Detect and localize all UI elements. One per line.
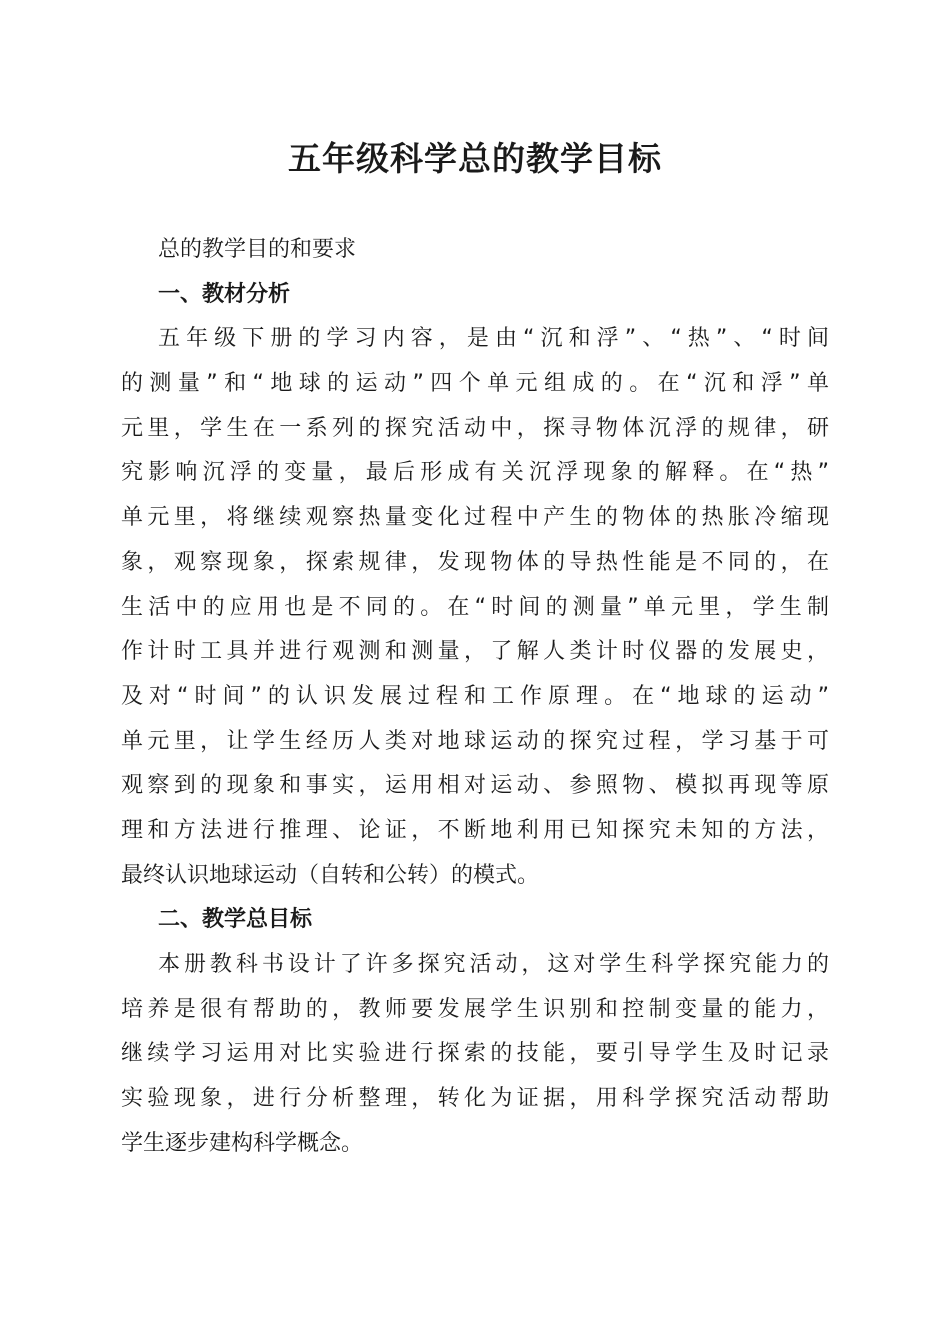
intro-line: 总的教学目的和要求 [158, 237, 357, 262]
section1-paragraph-line: 的测量”和“地球的运动”四个单元组成的。在“沉和浮”单 [121, 371, 829, 397]
section1-paragraph-line: 理和方法进行推理、论证，不断地利用已知探究未知的方法， [121, 817, 829, 843]
section1-paragraph-line: 象，观察现象，探索规律，发现物体的导热性能是不同的，在 [121, 549, 829, 575]
section1-paragraph-line: 单元里，将继续观察热量变化过程中产生的物体的热胀冷缩现 [121, 505, 829, 531]
section2-paragraph-line: 继续学习运用对比实验进行探索的技能，要引导学生及时记录 [121, 1041, 829, 1067]
section1-paragraph-line: 生活中的应用也是不同的。在“时间的测量”单元里，学生制 [121, 594, 829, 620]
section1-paragraph-line: 五年级下册的学习内容，是由“沉和浮”、“热”、“时间 [158, 326, 829, 352]
section1-heading: 一、教材分析 [158, 281, 291, 307]
section1-paragraph-line: 单元里，让学生经历人类对地球运动的探究过程，学习基于可 [121, 728, 829, 754]
section1-paragraph-line: 究影响沉浮的变量，最后形成有关沉浮现象的解释。在“热” [121, 460, 829, 486]
section1-paragraph-line: 作计时工具并进行观测和测量，了解人类计时仪器的发展史， [121, 639, 829, 665]
section1-paragraph-line: 及对“时间”的认识发展过程和工作原理。在“地球的运动” [121, 683, 829, 709]
document-title: 五年级科学总的教学目标 [288, 139, 662, 178]
section2-paragraph-line: 本册教科书设计了许多探究活动，这对学生科学探究能力的 [158, 952, 829, 977]
section2-paragraph-line: 实验现象，进行分析整理，转化为证据，用科学探究活动帮助 [121, 1086, 829, 1112]
document-body [121, 228, 829, 1166]
section1-paragraph-line: 最终认识地球运动（自转和公转）的模式。 [121, 862, 540, 888]
section2-heading: 二、教学总目标 [158, 907, 313, 933]
section1-paragraph-line: 观察到的现象和事实，运用相对运动、参照物、模拟再现等原 [121, 773, 829, 799]
section2-paragraph-line: 培养是很有帮助的，教师要发展学生识别和控制变量的能力， [121, 996, 829, 1022]
section2-paragraph-line: 学生逐步建构科学概念。 [121, 1130, 364, 1156]
section1-paragraph-line: 元里，学生在一系列的探究活动中，探寻物体沉浮的规律，研 [121, 415, 829, 441]
